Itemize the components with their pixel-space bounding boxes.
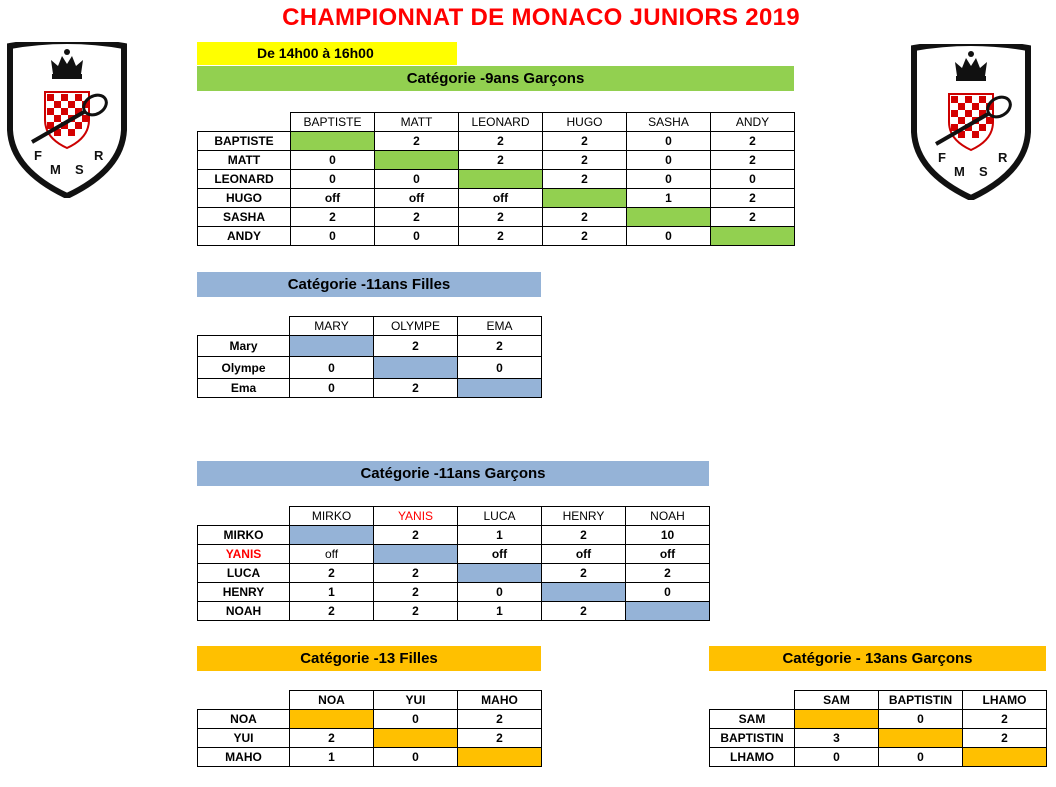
table-row	[198, 170, 795, 189]
score-cell: 0	[627, 132, 711, 151]
row-header: YUI	[198, 729, 290, 748]
row-header: BAPTISTE	[198, 132, 291, 151]
score-cell: 2	[459, 132, 543, 151]
score-cell: 0	[291, 151, 375, 170]
score-cell: 1	[290, 748, 374, 767]
score-cell: 0	[879, 710, 963, 729]
column-header: YUI	[374, 691, 458, 710]
table-row	[198, 729, 542, 748]
svg-text:S: S	[75, 162, 84, 177]
column-header: NOA	[290, 691, 374, 710]
row-header: Olympe	[198, 357, 290, 379]
u13-boys-table	[709, 690, 1047, 767]
column-header: LEONARD	[459, 113, 543, 132]
score-cell: 2	[711, 189, 795, 208]
table-row	[710, 710, 1047, 729]
row-header: SAM	[710, 710, 795, 729]
row-header: HENRY	[198, 583, 290, 602]
fmsr-crest-icon	[4, 42, 130, 198]
row-header: BAPTISTIN	[710, 729, 795, 748]
score-cell: 3	[795, 729, 879, 748]
score-cell: 2	[375, 208, 459, 227]
score-cell: 2	[458, 336, 542, 357]
diagonal-cell	[458, 564, 542, 583]
score-cell: off	[542, 545, 626, 564]
score-cell: 2	[459, 227, 543, 246]
score-cell: 2	[374, 564, 458, 583]
table-header-row	[198, 507, 710, 526]
svg-text:R: R	[94, 148, 104, 163]
row-header: Mary	[198, 336, 290, 357]
score-cell: 0	[375, 227, 459, 246]
table-row	[198, 151, 795, 170]
svg-text:F: F	[938, 150, 946, 165]
score-cell: 2	[459, 208, 543, 227]
table-row	[198, 526, 710, 545]
table-row	[198, 602, 710, 621]
score-cell: 0	[374, 748, 458, 767]
diagonal-cell	[290, 526, 374, 545]
row-header: HUGO	[198, 189, 291, 208]
score-cell: 1	[627, 189, 711, 208]
diagonal-cell	[374, 729, 458, 748]
column-header: LUCA	[458, 507, 542, 526]
svg-text:F: F	[34, 148, 42, 163]
corner-cell	[710, 691, 795, 710]
score-cell: off	[291, 189, 375, 208]
table-row	[198, 564, 710, 583]
row-header: MAHO	[198, 748, 290, 767]
score-cell: 2	[374, 336, 458, 357]
score-cell: 2	[543, 208, 627, 227]
diagonal-cell	[459, 170, 543, 189]
score-cell: 0	[458, 583, 542, 602]
column-header: HENRY	[542, 507, 626, 526]
diagonal-cell	[542, 583, 626, 602]
fmsr-logo-left	[4, 42, 130, 198]
diagonal-cell	[543, 189, 627, 208]
score-cell: 0	[374, 710, 458, 729]
category-u9-boys-title: Catégorie -9ans Garçons	[197, 66, 794, 91]
diagonal-cell	[963, 748, 1047, 767]
column-header: BAPTISTE	[291, 113, 375, 132]
row-header: YANIS	[198, 545, 290, 564]
u11-boys-table	[197, 506, 710, 621]
category-u13-girls-title: Catégorie -13 Filles	[197, 646, 541, 671]
table-row	[198, 357, 542, 379]
score-cell: 2	[711, 132, 795, 151]
score-cell: 0	[291, 170, 375, 189]
score-cell: 2	[375, 132, 459, 151]
diagonal-cell	[795, 710, 879, 729]
row-header: LEONARD	[198, 170, 291, 189]
diagonal-cell	[290, 710, 374, 729]
column-header: OLYMPE	[374, 317, 458, 336]
score-cell: 2	[290, 602, 374, 621]
row-header: Ema	[198, 379, 290, 398]
score-cell: 2	[963, 710, 1047, 729]
score-cell: 2	[543, 132, 627, 151]
u9-boys-table	[197, 112, 795, 246]
row-header: MIRKO	[198, 526, 290, 545]
table-row	[198, 748, 542, 767]
table-row	[198, 208, 795, 227]
score-cell: 2	[542, 602, 626, 621]
table-row	[198, 379, 542, 398]
column-header: MATT	[375, 113, 459, 132]
score-cell: 0	[290, 379, 374, 398]
diagonal-cell	[626, 602, 710, 621]
score-cell: 2	[374, 379, 458, 398]
category-u11-boys-title: Catégorie -11ans Garçons	[197, 461, 709, 486]
score-cell: 2	[374, 583, 458, 602]
svg-text:S: S	[979, 164, 988, 179]
score-cell: 1	[290, 583, 374, 602]
score-cell: 2	[291, 208, 375, 227]
score-cell: off	[459, 189, 543, 208]
column-header: ANDY	[711, 113, 795, 132]
time-slot: De 14h00 à 16h00	[197, 42, 457, 65]
column-header: MIRKO	[290, 507, 374, 526]
svg-text:R: R	[998, 150, 1008, 165]
score-cell: 0	[375, 170, 459, 189]
score-cell: 0	[291, 227, 375, 246]
row-header: ANDY	[198, 227, 291, 246]
table-row	[198, 710, 542, 729]
column-header: EMA	[458, 317, 542, 336]
score-cell: 2	[711, 151, 795, 170]
table-row	[198, 189, 795, 208]
score-cell: off	[626, 545, 710, 564]
score-cell: 2	[543, 151, 627, 170]
fmsr-crest-icon	[908, 44, 1034, 200]
diagonal-cell	[458, 379, 542, 398]
row-header: NOAH	[198, 602, 290, 621]
column-header: SASHA	[627, 113, 711, 132]
u11-girls-table	[197, 316, 542, 398]
score-cell: 0	[711, 170, 795, 189]
table-row	[710, 729, 1047, 748]
table-row	[198, 336, 542, 357]
column-header: NOAH	[626, 507, 710, 526]
category-u11-girls-title: Catégorie -11ans Filles	[197, 272, 541, 297]
score-cell: 2	[290, 564, 374, 583]
table-row	[198, 227, 795, 246]
score-cell: 2	[543, 227, 627, 246]
score-cell: 0	[795, 748, 879, 767]
score-cell: 2	[459, 151, 543, 170]
table-row	[198, 545, 710, 564]
score-cell: 10	[626, 526, 710, 545]
diagonal-cell	[374, 357, 458, 379]
corner-cell	[198, 691, 290, 710]
score-cell: 0	[290, 357, 374, 379]
score-cell: 2	[458, 729, 542, 748]
corner-cell	[198, 317, 290, 336]
table-row	[710, 748, 1047, 767]
column-header: YANIS	[374, 507, 458, 526]
corner-cell	[198, 507, 290, 526]
score-cell: 1	[458, 602, 542, 621]
table-row	[198, 132, 795, 151]
diagonal-cell	[374, 545, 458, 564]
score-cell: 2	[458, 710, 542, 729]
table-header-row	[198, 113, 795, 132]
table-row	[198, 583, 710, 602]
diagonal-cell	[879, 729, 963, 748]
column-header: BAPTISTIN	[879, 691, 963, 710]
svg-text:M: M	[50, 162, 61, 177]
score-cell: 2	[626, 564, 710, 583]
row-header: SASHA	[198, 208, 291, 227]
score-cell: 2	[711, 208, 795, 227]
row-header: MATT	[198, 151, 291, 170]
score-cell: 0	[627, 170, 711, 189]
row-header: NOA	[198, 710, 290, 729]
table-header-row	[198, 691, 542, 710]
score-cell: 0	[627, 151, 711, 170]
diagonal-cell	[291, 132, 375, 151]
score-cell: 2	[542, 564, 626, 583]
u13-girls-table	[197, 690, 542, 767]
score-cell: 0	[626, 583, 710, 602]
row-header: LHAMO	[710, 748, 795, 767]
score-cell: 2	[290, 729, 374, 748]
score-cell: 0	[879, 748, 963, 767]
table-header-row	[198, 317, 542, 336]
category-u13-boys-title: Catégorie - 13ans Garçons	[709, 646, 1046, 671]
svg-text:M: M	[954, 164, 965, 179]
diagonal-cell	[375, 151, 459, 170]
score-cell: off	[458, 545, 542, 564]
diagonal-cell	[290, 336, 374, 357]
score-cell: 2	[374, 526, 458, 545]
column-header: MAHO	[458, 691, 542, 710]
table-header-row	[710, 691, 1047, 710]
diagonal-cell	[711, 227, 795, 246]
fmsr-logo-right	[908, 44, 1034, 200]
score-cell: 2	[543, 170, 627, 189]
column-header: MARY	[290, 317, 374, 336]
diagonal-cell	[627, 208, 711, 227]
score-cell: off	[290, 545, 374, 564]
score-cell: 0	[627, 227, 711, 246]
column-header: SAM	[795, 691, 879, 710]
row-header: LUCA	[198, 564, 290, 583]
score-cell: 1	[458, 526, 542, 545]
score-cell: 2	[542, 526, 626, 545]
column-header: LHAMO	[963, 691, 1047, 710]
score-cell: 2	[374, 602, 458, 621]
score-cell: 2	[963, 729, 1047, 748]
column-header: HUGO	[543, 113, 627, 132]
page-title: CHAMPIONNAT DE MONACO JUNIORS 2019	[282, 4, 800, 31]
corner-cell	[198, 113, 291, 132]
score-cell: off	[375, 189, 459, 208]
diagonal-cell	[458, 748, 542, 767]
score-cell: 0	[458, 357, 542, 379]
